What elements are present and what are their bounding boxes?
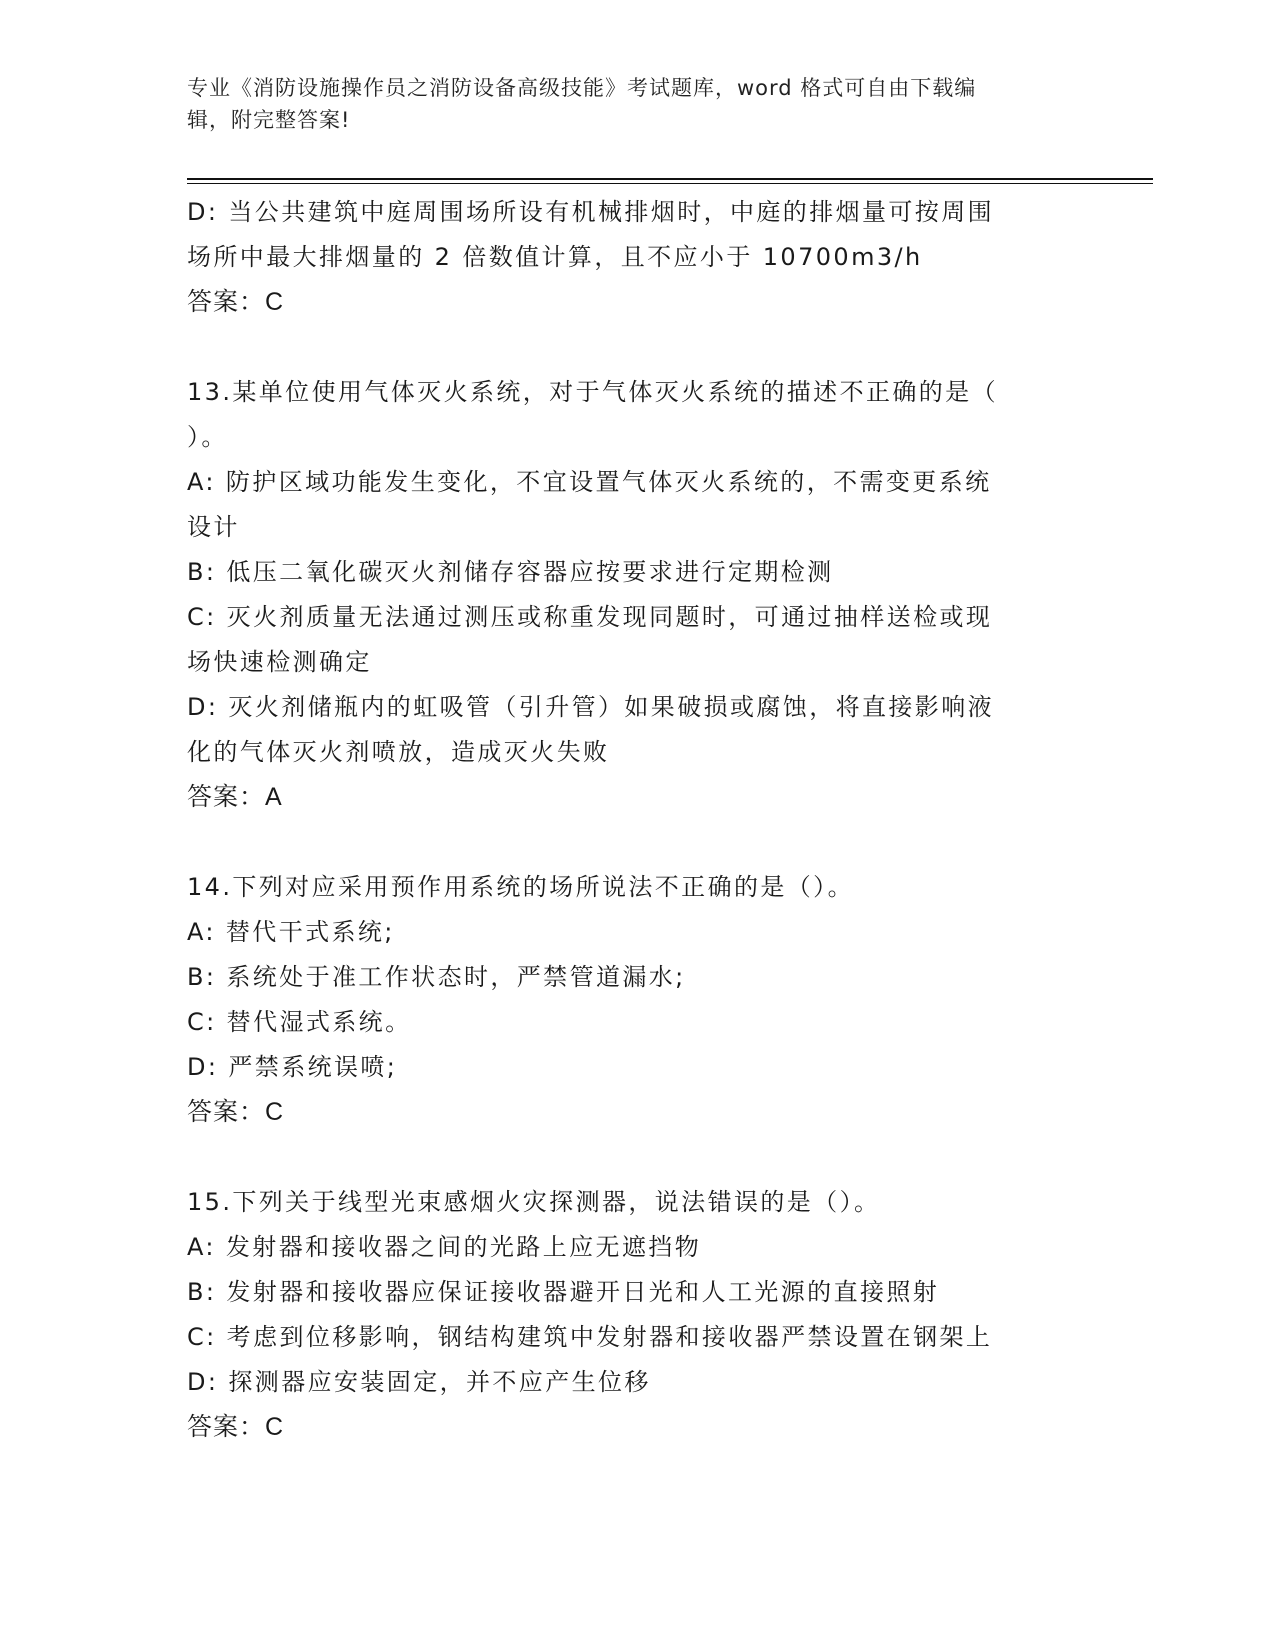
option-d-line: D: 灭火剂储瓶内的虹吸管（引升管）如果破损或腐蚀，将直接影响液 xyxy=(187,693,994,721)
question-content xyxy=(187,190,1087,1450)
spacer xyxy=(187,1135,1087,1180)
option-d-line-2: 场所中最大排烟量的 2 倍数值计算，且不应小于 10700m3/h xyxy=(187,243,923,271)
header-line-2: 辑，附完整答案! xyxy=(187,108,351,132)
question-14 xyxy=(187,865,1087,1135)
spacer xyxy=(187,325,1087,370)
question-13 xyxy=(187,370,1087,820)
option-b-line: B: 发射器和接收器应保证接收器避开日光和人工光源的直接照射 xyxy=(187,1278,940,1306)
option-b-line: B: 系统处于准工作状态时，严禁管道漏水; xyxy=(187,963,686,991)
answer-line: 答案：A xyxy=(187,783,283,811)
answer-line: 答案：C xyxy=(187,1413,285,1441)
option-a-line: A: 防护区域功能发生变化，不宜设置气体灭火系统的，不需变更系统 xyxy=(187,468,992,496)
answer-line: 答案：C xyxy=(187,1098,285,1126)
question-stem-line: 13.某单位使用气体灭火系统，对于气体灭火系统的描述不正确的是（ xyxy=(187,378,998,406)
question-stem-line: 15.下列关于线型光束感烟火灾探测器，说法错误的是（）。 xyxy=(187,1188,881,1216)
question-stem-line: 14.下列对应采用预作用系统的场所说法不正确的是（）。 xyxy=(187,873,854,901)
header-line-1: 专业《消防设施操作员之消防设备高级技能》考试题库，word 格式可自由下载编 xyxy=(187,76,977,100)
option-d-line-1: D: 当公共建筑中庭周围场所设有机械排烟时，中庭的排烟量可按周围 xyxy=(187,198,994,226)
question-stem-line: ）。 xyxy=(187,423,228,451)
option-d-line: D: 探测器应安装固定，并不应产生位移 xyxy=(187,1368,651,1396)
header-divider-thick xyxy=(187,178,1153,180)
option-c-line: 场快速检测确定 xyxy=(187,648,372,676)
option-b-line: B: 低压二氧化碳灭火剂储存容器应按要求进行定期检测 xyxy=(187,558,834,586)
option-d-line: D: 严禁系统误喷; xyxy=(187,1053,398,1081)
option-c-line: C: 替代湿式系统。 xyxy=(187,1008,412,1036)
option-a-line: A: 发射器和接收器之间的光路上应无遮挡物 xyxy=(187,1233,702,1261)
option-a-line: 设计 xyxy=(187,513,240,541)
question-15 xyxy=(187,1180,1087,1450)
header-divider-thin xyxy=(187,183,1153,184)
question-12-tail xyxy=(187,190,1087,325)
document-header xyxy=(187,72,1067,136)
option-c-line: C: 考虑到位移影响，钢结构建筑中发射器和接收器严禁设置在钢架上 xyxy=(187,1323,993,1351)
option-a-line: A: 替代干式系统; xyxy=(187,918,395,946)
option-c-line: C: 灭火剂质量无法通过测压或称重发现同题时，可通过抽样送检或现 xyxy=(187,603,993,631)
spacer xyxy=(187,820,1087,865)
option-d-line: 化的气体灭火剂喷放，造成灭火失败 xyxy=(187,738,610,766)
answer-line: 答案：C xyxy=(187,288,285,316)
